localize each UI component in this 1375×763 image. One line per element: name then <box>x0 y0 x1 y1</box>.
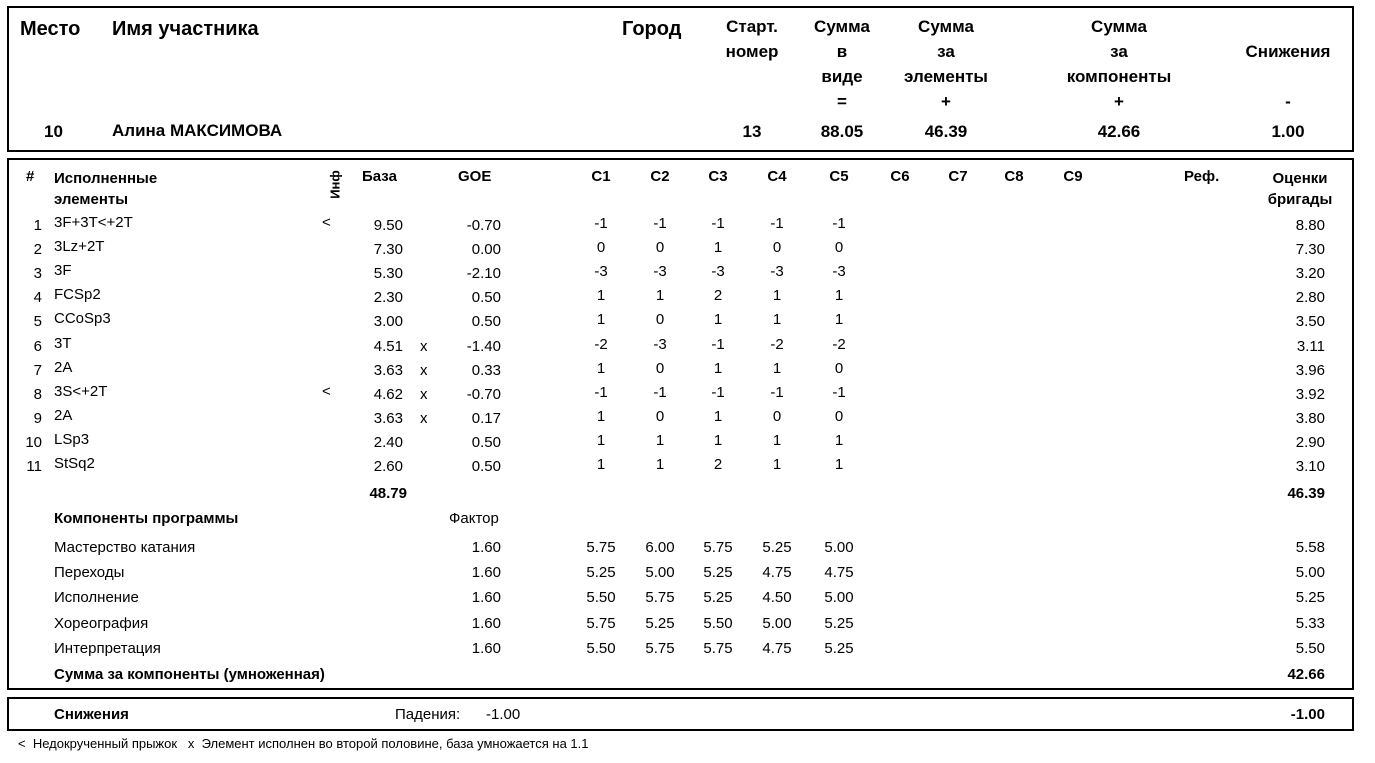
element-goe: 0.50 <box>471 433 501 451</box>
element-base: 3.63 <box>373 409 403 427</box>
element-judge-score: 1 <box>834 287 844 305</box>
element-judge-score: 1 <box>772 431 782 449</box>
component-judge-score: 5.50 <box>586 639 616 657</box>
element-base: 9.50 <box>373 217 403 234</box>
element-judge-score: -3 <box>653 335 667 353</box>
details-box <box>7 158 1354 690</box>
component-judge-score: 5.25 <box>586 564 616 582</box>
element-info: < <box>322 382 331 400</box>
component-factor: 1.60 <box>471 639 501 657</box>
element-judge-score: 1 <box>655 287 665 305</box>
component-judge-score: 5.00 <box>762 614 792 632</box>
element-judge-score: 1 <box>596 407 606 425</box>
element-base: 2.40 <box>373 433 403 451</box>
start-number-value: 13 <box>742 122 762 141</box>
component-name: Мастерство катания <box>54 539 196 556</box>
element-judge-score: -3 <box>770 263 784 281</box>
col-judge-label: C9 <box>1063 168 1083 185</box>
col-judge-label: C1 <box>591 168 611 185</box>
element-judge-score: 0 <box>596 239 606 257</box>
element-judge-score: -1 <box>594 215 608 232</box>
element-number: 11 <box>26 458 42 475</box>
col-judge-label: C3 <box>708 168 728 185</box>
element-judge-score: 0 <box>834 359 844 377</box>
element-judge-score: 0 <box>655 311 665 329</box>
element-base: 4.51 <box>373 337 403 355</box>
element-judge-score: -1 <box>832 215 846 232</box>
falls-value: -1.00 <box>486 706 521 723</box>
component-score-value: 42.66 <box>1097 122 1141 141</box>
element-number: 5 <box>33 313 42 331</box>
element-x-flag: x <box>420 409 428 427</box>
col-num-label: # <box>26 168 35 185</box>
element-goe: 0.33 <box>471 361 501 379</box>
element-x-flag: x <box>420 385 428 403</box>
element-judge-score: 2 <box>713 456 723 473</box>
deductions-total: -1.00 <box>1290 706 1325 723</box>
skater-name: Алина МАКСИМОВА <box>112 121 283 140</box>
element-judge-score: 1 <box>834 456 844 473</box>
component-name: Хореография <box>54 614 149 632</box>
element-panel-score: 3.11 <box>1296 337 1325 355</box>
element-judge-score: 0 <box>655 359 665 377</box>
component-judge-score: 5.25 <box>703 564 733 582</box>
element-base: 2.30 <box>373 289 403 307</box>
element-judge-score: -2 <box>770 335 784 353</box>
col-ref-label: Реф. <box>1184 168 1220 185</box>
element-judge-score: 1 <box>772 311 782 329</box>
component-judge-score: 5.75 <box>586 539 616 556</box>
element-number: 1 <box>33 217 42 234</box>
col-judge-label: C5 <box>829 168 849 185</box>
element-judge-score: 1 <box>596 456 606 473</box>
element-judge-score: -1 <box>770 215 784 232</box>
element-code: FCSp2 <box>54 286 101 304</box>
component-judge-score: 4.50 <box>762 589 792 607</box>
element-judge-score: -3 <box>653 263 667 281</box>
element-number: 7 <box>33 361 42 379</box>
element-judge-score: 1 <box>596 359 606 377</box>
components-total-label: Сумма за компоненты (умноженная) <box>54 666 325 683</box>
col-judge-label: C6 <box>890 168 910 185</box>
segment-score-value: 88.05 <box>820 122 864 141</box>
element-judge-score: 0 <box>655 407 665 425</box>
element-code: 3T <box>54 334 72 352</box>
element-x-flag: x <box>420 361 428 379</box>
element-panel-score: 3.92 <box>1295 385 1325 403</box>
element-judge-score: 1 <box>713 407 723 425</box>
element-judge-score: 1 <box>596 311 606 329</box>
element-judge-score: 0 <box>772 407 782 425</box>
element-code: 3S<+2T <box>54 382 108 400</box>
col-goe-label: GOE <box>458 168 492 185</box>
component-panel-score: 5.58 <box>1295 539 1325 556</box>
components-total-value: 42.66 <box>1287 666 1325 683</box>
element-judge-score: -1 <box>770 383 784 401</box>
component-judge-score: 5.00 <box>645 564 675 582</box>
factor-label: Фактор <box>449 510 499 527</box>
component-judge-score: 5.50 <box>703 614 733 632</box>
element-code: 3F+3T<+2T <box>54 214 133 231</box>
col-info-label: Инф <box>327 170 343 199</box>
component-factor: 1.60 <box>471 614 501 632</box>
element-number: 3 <box>33 265 42 283</box>
component-panel-score: 5.50 <box>1295 639 1325 657</box>
element-judge-score: 2 <box>713 287 723 305</box>
deductions-label: Снижения - <box>1245 42 1331 111</box>
element-base: 3.63 <box>373 361 403 379</box>
element-goe: -0.70 <box>466 217 501 234</box>
component-name: Исполнение <box>54 589 139 607</box>
element-goe: 0.00 <box>471 241 501 259</box>
component-judge-score: 6.00 <box>645 539 675 556</box>
element-base: 3.00 <box>373 313 403 331</box>
element-panel-score: 7.30 <box>1295 241 1325 259</box>
component-factor: 1.60 <box>471 564 501 582</box>
element-number: 4 <box>33 289 42 307</box>
element-judge-score: 1 <box>772 456 782 473</box>
component-judge-score: 5.75 <box>645 639 675 657</box>
element-code: 3F <box>54 262 72 280</box>
element-judge-score: 0 <box>655 239 665 257</box>
element-base: 2.60 <box>373 458 403 475</box>
legend: < Недокрученный прыжок x Элемент исполнен во второй половине, база умножается на 1.1 <box>18 736 589 751</box>
element-number: 2 <box>33 241 42 259</box>
start-number-label: Старт. номер <box>725 17 779 61</box>
element-code: 2A <box>54 358 73 376</box>
components-title: Компоненты программы <box>54 510 239 527</box>
element-judge-score: 0 <box>834 407 844 425</box>
component-factor: 1.60 <box>471 589 501 607</box>
component-judge-score: 4.75 <box>824 564 854 582</box>
element-judge-score: 1 <box>655 431 665 449</box>
element-judge-score: -1 <box>832 383 846 401</box>
element-judge-score: 1 <box>772 287 782 305</box>
component-judge-score: 5.25 <box>703 589 733 607</box>
component-judge-score: 4.75 <box>762 564 792 582</box>
element-base: 4.62 <box>373 385 403 403</box>
element-goe: 0.50 <box>471 313 501 331</box>
element-judge-score: -1 <box>653 215 667 232</box>
component-name: Интерпретация <box>54 639 161 657</box>
component-judge-score: 5.50 <box>586 589 616 607</box>
deductions-value: 1.00 <box>1271 122 1305 141</box>
element-judge-score: 1 <box>596 431 606 449</box>
segment-score-label: Сумма в виде = <box>814 17 870 111</box>
col-base-label: База <box>362 168 397 185</box>
element-score-value: 46.39 <box>924 122 968 141</box>
component-judge-score: 5.25 <box>645 614 675 632</box>
element-judge-score: 1 <box>596 287 606 305</box>
col-judge-label: C8 <box>1004 168 1024 185</box>
element-panel-score: 3.20 <box>1295 265 1325 283</box>
component-panel-score: 5.00 <box>1295 564 1325 582</box>
element-goe: 0.50 <box>471 289 501 307</box>
element-judge-score: 1 <box>713 359 723 377</box>
element-judge-score: -1 <box>711 335 725 353</box>
element-code: CCoSp3 <box>54 310 111 328</box>
element-judge-score: -1 <box>594 383 608 401</box>
col-judge-label: C4 <box>767 168 787 185</box>
component-judge-score: 5.00 <box>824 589 854 607</box>
element-judge-score: -2 <box>832 335 846 353</box>
element-goe: -2.10 <box>466 265 501 283</box>
component-judge-score: 4.75 <box>762 639 792 657</box>
element-judge-score: 1 <box>834 311 844 329</box>
place-label: Место <box>20 18 81 40</box>
element-panel-score: 3.10 <box>1295 458 1325 475</box>
component-judge-score: 5.75 <box>703 539 733 556</box>
col-judge-label: C7 <box>948 168 968 185</box>
elements-total-score: 46.39 <box>1287 485 1325 502</box>
component-judge-score: 5.25 <box>824 639 854 657</box>
element-judge-score: 1 <box>772 359 782 377</box>
element-number: 8 <box>33 385 42 403</box>
city-label: Город <box>622 18 682 40</box>
component-panel-score: 5.33 <box>1295 614 1325 632</box>
element-code: StSq2 <box>54 455 95 472</box>
component-judge-score: 5.75 <box>586 614 616 632</box>
deductions-section-label: Снижения <box>54 706 129 723</box>
element-panel-score: 3.50 <box>1295 313 1325 331</box>
element-judge-score: -1 <box>711 383 725 401</box>
element-judge-score: 1 <box>655 456 665 473</box>
element-judge-score: -1 <box>653 383 667 401</box>
element-judge-score: -1 <box>711 215 725 232</box>
place-value: 10 <box>44 122 63 141</box>
element-judge-score: 0 <box>772 239 782 257</box>
element-judge-score: -2 <box>594 335 608 353</box>
element-code: LSp3 <box>54 430 90 448</box>
name-label: Имя участника <box>112 18 259 40</box>
element-judge-score: 1 <box>834 431 844 449</box>
col-panel-label: Оценки бригады <box>1267 170 1333 208</box>
element-base: 5.30 <box>373 265 403 283</box>
element-code: 2A <box>54 406 73 424</box>
element-judge-score: 0 <box>834 239 844 257</box>
deductions-box <box>7 697 1354 731</box>
element-panel-score: 2.90 <box>1295 433 1325 451</box>
component-judge-score: 5.25 <box>762 539 792 556</box>
element-panel-score: 3.96 <box>1295 361 1325 379</box>
element-panel-score: 3.80 <box>1295 409 1325 427</box>
element-score-label: Сумма за элементы + <box>904 17 988 111</box>
element-judge-score: 1 <box>713 239 723 257</box>
element-judge-score: -3 <box>832 263 846 281</box>
component-factor: 1.60 <box>471 539 501 556</box>
element-base: 7.30 <box>373 241 403 259</box>
element-number: 9 <box>33 409 42 427</box>
element-code: 3Lz+2T <box>54 238 105 256</box>
element-judge-score: -3 <box>711 263 725 281</box>
element-goe: -1.40 <box>466 337 501 355</box>
component-name: Переходы <box>54 564 125 582</box>
element-info: < <box>322 214 331 231</box>
element-judge-score: 1 <box>713 311 723 329</box>
element-judge-score: -3 <box>594 263 608 281</box>
element-x-flag: x <box>420 337 428 355</box>
col-elements-label: Исполненные элементы <box>54 170 158 208</box>
component-panel-score: 5.25 <box>1295 589 1325 607</box>
element-number: 10 <box>25 433 42 451</box>
element-number: 6 <box>33 337 42 355</box>
component-score-label: Сумма за компоненты + <box>1066 17 1172 111</box>
elements-total-base: 48.79 <box>369 485 407 502</box>
component-judge-score: 5.00 <box>824 539 854 556</box>
col-judge-label: C2 <box>650 168 670 185</box>
element-goe: 0.17 <box>471 409 501 427</box>
element-panel-score: 8.80 <box>1295 217 1325 234</box>
component-judge-score: 5.75 <box>645 589 675 607</box>
element-goe: 0.50 <box>471 458 501 475</box>
component-judge-score: 5.25 <box>824 614 854 632</box>
element-judge-score: 1 <box>713 431 723 449</box>
element-goe: -0.70 <box>466 385 501 403</box>
element-panel-score: 2.80 <box>1295 289 1325 307</box>
component-judge-score: 5.75 <box>703 639 733 657</box>
falls-label: Падения: <box>395 706 461 723</box>
